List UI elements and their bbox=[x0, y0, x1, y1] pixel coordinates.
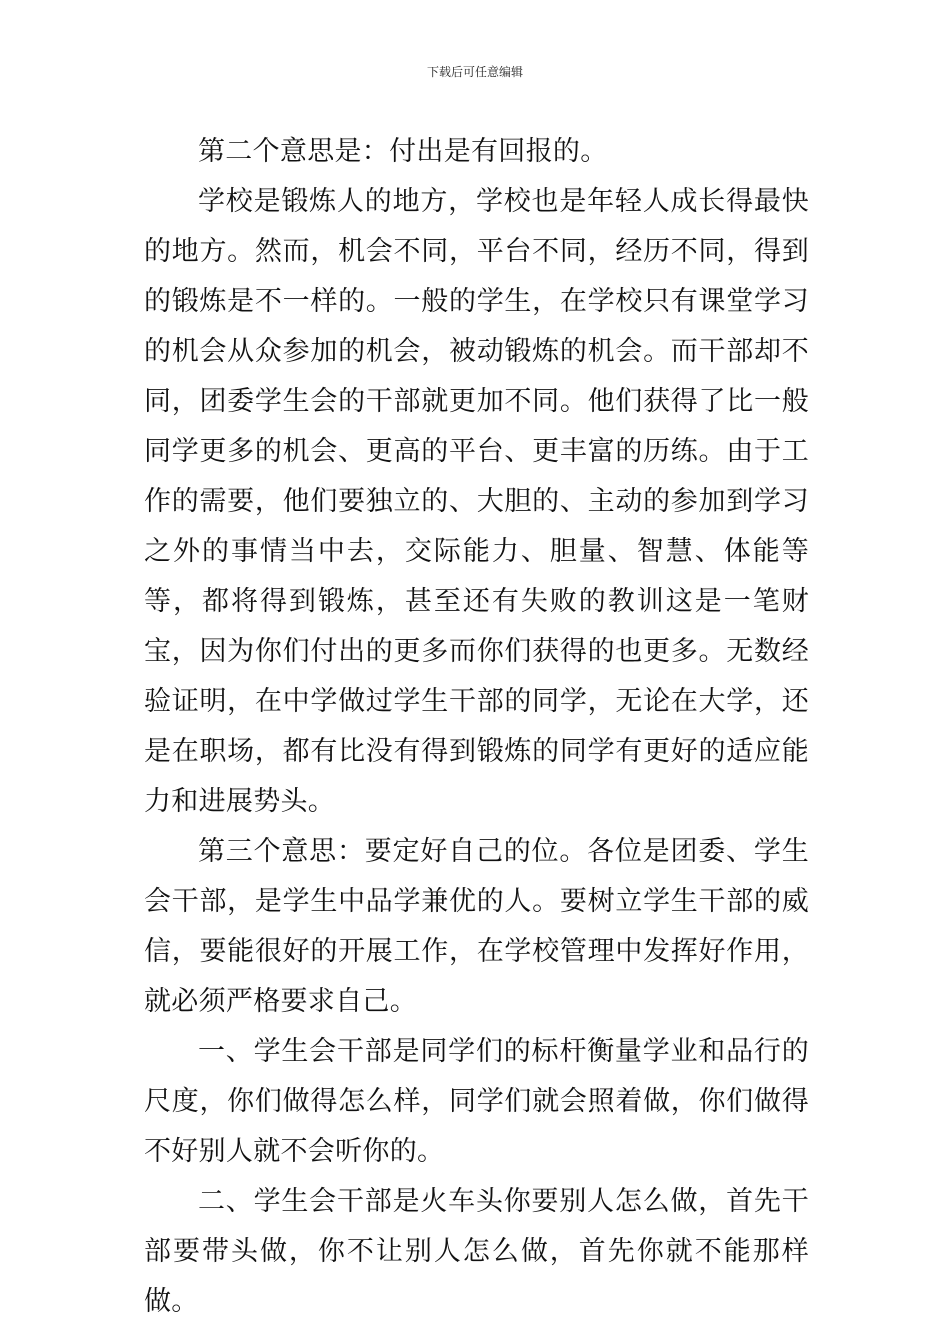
document-body bbox=[144, 127, 809, 1327]
paragraph-3: 第三个意思：要定好自己的位。各位是团委、学生会干部，是学生中品学兼优的人。要树立学生干部的威信，要能很好的开展工作，在学校管理中发挥好作用，就必须严格要求自己。 bbox=[144, 836, 809, 1017]
paragraph-1: 第二个意思是：付出是有回报的。 bbox=[198, 136, 608, 167]
page-header-note: 下载后可任意编辑 bbox=[426, 65, 523, 79]
paragraph-5: 二、学生会干部是火车头你要别人怎么做，首先干部要带头做，你不让别人怎么做，首先你就不能那样做。 bbox=[144, 1186, 809, 1317]
paragraph-4: 一、学生会干部是同学们的标杆衡量学业和品行的尺度，你们做得怎么样，同学们就会照着做，你们做得不好别人就不会听你的。 bbox=[144, 1036, 809, 1167]
paragraph-2: 学校是锻炼人的地方，学校也是年轻人成长得最快的地方。然而，机会不同，平台不同，经历不同，得到的锻炼是不一样的。一般的学生，在学校只有课堂学习的机会从众参加的机会，被动锻炼的机会。而干部却不同，团委学生会的干部就更加不同。他们获得了比一般同学更多的机会、更高的平台、更丰富的历练。由于工作的需要，他们要独立的、大胆的、主动的参加到学习之外的事情当中去，交际能力、胆量、智慧、体能等等，都将得到锻炼，甚至还有失败的教训这是一笔财宝，因为你们付出的更多而你们获得的也更多。无数经验证明，在中学做过学生干部的同学，无论在大学，还是在职场，都有比没有得到锻炼的同学有更好的适应能力和进展势头。 bbox=[144, 186, 809, 817]
